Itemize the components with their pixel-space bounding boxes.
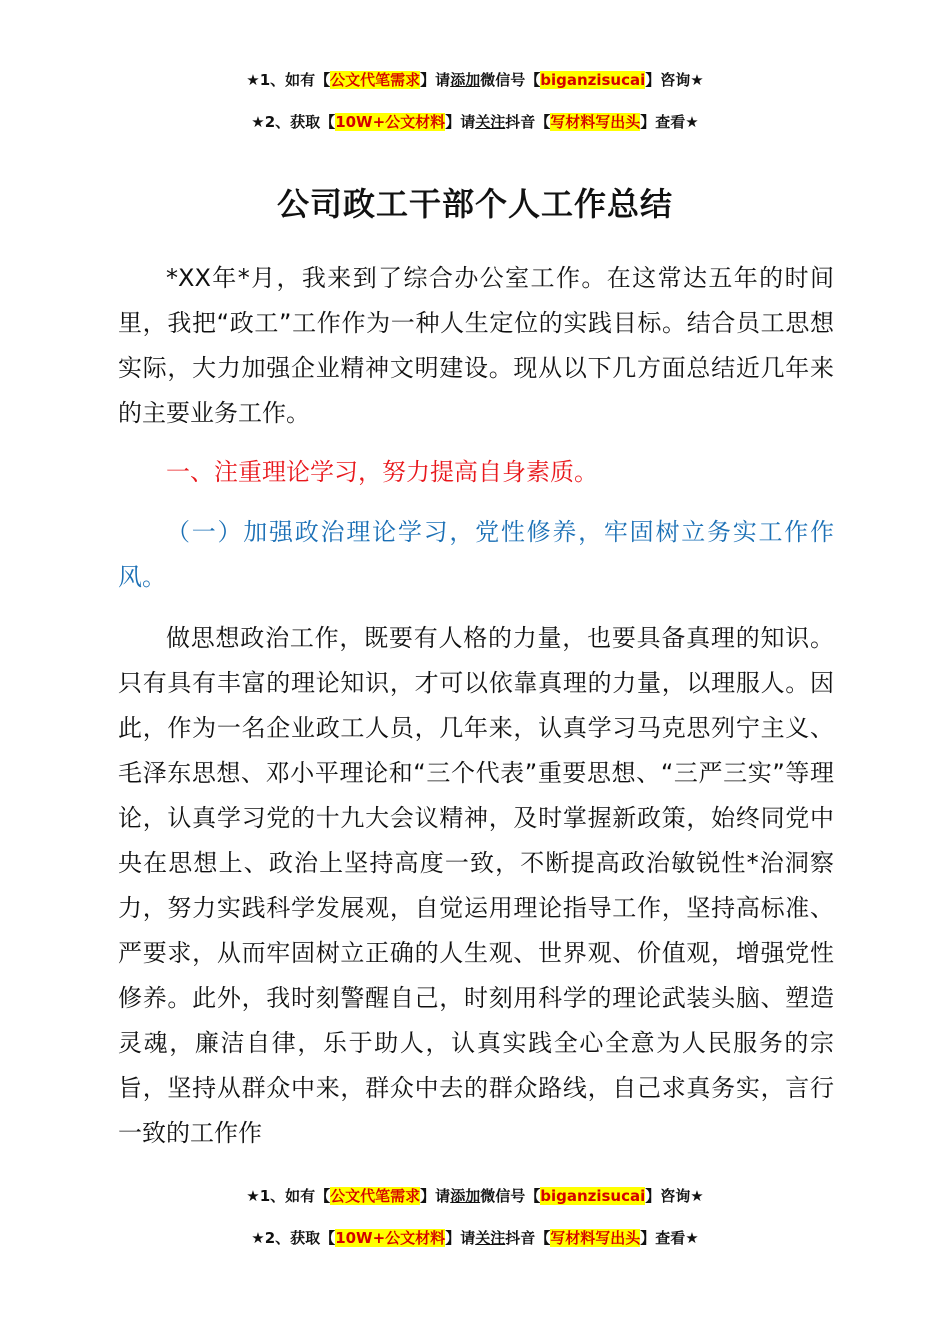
top-banner-line-1 (0, 70, 950, 90)
banner-text: ★1、如有【 (246, 1187, 331, 1205)
banner-text: 】查看★ (640, 1229, 699, 1247)
bottom-banner-line-1 (0, 1186, 950, 1206)
banner-douyin-id: 写材料写出头 (550, 1229, 641, 1247)
banner-text: 】请 (420, 1187, 451, 1205)
banner-text: ★2、获取【 (251, 1229, 336, 1247)
banner-text: 抖音【 (505, 113, 551, 131)
banner-highlight: 10W+公文材料 (335, 1229, 446, 1247)
banner-text: ★2、获取【 (251, 113, 336, 131)
banner-text: 】请 (445, 1229, 476, 1247)
banner-text: 】查看★ (640, 113, 699, 131)
banner-underline: 添加 (450, 71, 481, 89)
banner-text: 】请 (445, 113, 476, 131)
banner-underline: 添加 (450, 1187, 481, 1205)
banner-text: 微信号【 (480, 71, 541, 89)
banner-underline: 关注 (475, 113, 506, 131)
banner-underline: 关注 (475, 1229, 506, 1247)
document-title: 公司政工干部个人工作总结 (276, 185, 673, 223)
section-heading-1: 一、注重理论学习，努力提高自身素质。 (166, 458, 598, 486)
banner-highlight: 公文代笔需求 (330, 71, 421, 89)
bottom-banner-line-2 (0, 1228, 950, 1248)
banner-text: 抖音【 (505, 1229, 551, 1247)
banner-text: 微信号【 (480, 1187, 541, 1205)
body-paragraph: 做思想政治工作，既要有人格的力量，也要具备真理的知识。只有具有丰富的理论知识，才可以依靠真理的力量，以理服人。因此，作为一名企业政工人员，几年来，认真学习马克思列宁主义、毛泽东思想、邓小平理论和“三个代表”重要思想、“三严三实”等理论，认真学习党的十九大会议精神，及时掌握新政策，始终同党中央在思想上、政治上坚持高度一致，不断提高政治敏锐性*治洞察力，努力实践科学发展观，自觉运用理论指导工作，坚持高标准、严要求，从而牢固树立正确的人生观、世界观、价值观，增强党性修养。此外，我时刻警醒自己，时刻用科学的理论武装头脑、塑造灵魂，廉洁自律，乐于助人，认真实践全心全意为人民服务的宗旨，坚持从群众中来，群众中去的群众路线，自己求真务实，言行一致的工作作 (118, 624, 834, 1147)
banner-text: 】咨询★ (645, 71, 704, 89)
intro-paragraph: *XX年*月，我来到了综合办公室工作。在这常达五年的时间里，我把“政工”工作作为一种人生定位的实践目标。结合员工思想实际，大力加强企业精神文明建设。现从以下几方面总结近几年来的主要业务工作。 (118, 264, 834, 427)
subsection-heading-1: （一）加强政治理论学习，党性修养，牢固树立务实工作作风。 (118, 518, 834, 591)
top-banner-line-2 (0, 112, 950, 132)
banner-text: 】咨询★ (645, 1187, 704, 1205)
banner-text: ★1、如有【 (246, 71, 331, 89)
banner-highlight: 10W+公文材料 (335, 113, 446, 131)
banner-text: 】请 (420, 71, 451, 89)
banner-douyin-id: 写材料写出头 (550, 113, 641, 131)
banner-wechat-id: biganzisucai (540, 71, 646, 89)
banner-wechat-id: biganzisucai (540, 1187, 646, 1205)
banner-highlight: 公文代笔需求 (330, 1187, 421, 1205)
